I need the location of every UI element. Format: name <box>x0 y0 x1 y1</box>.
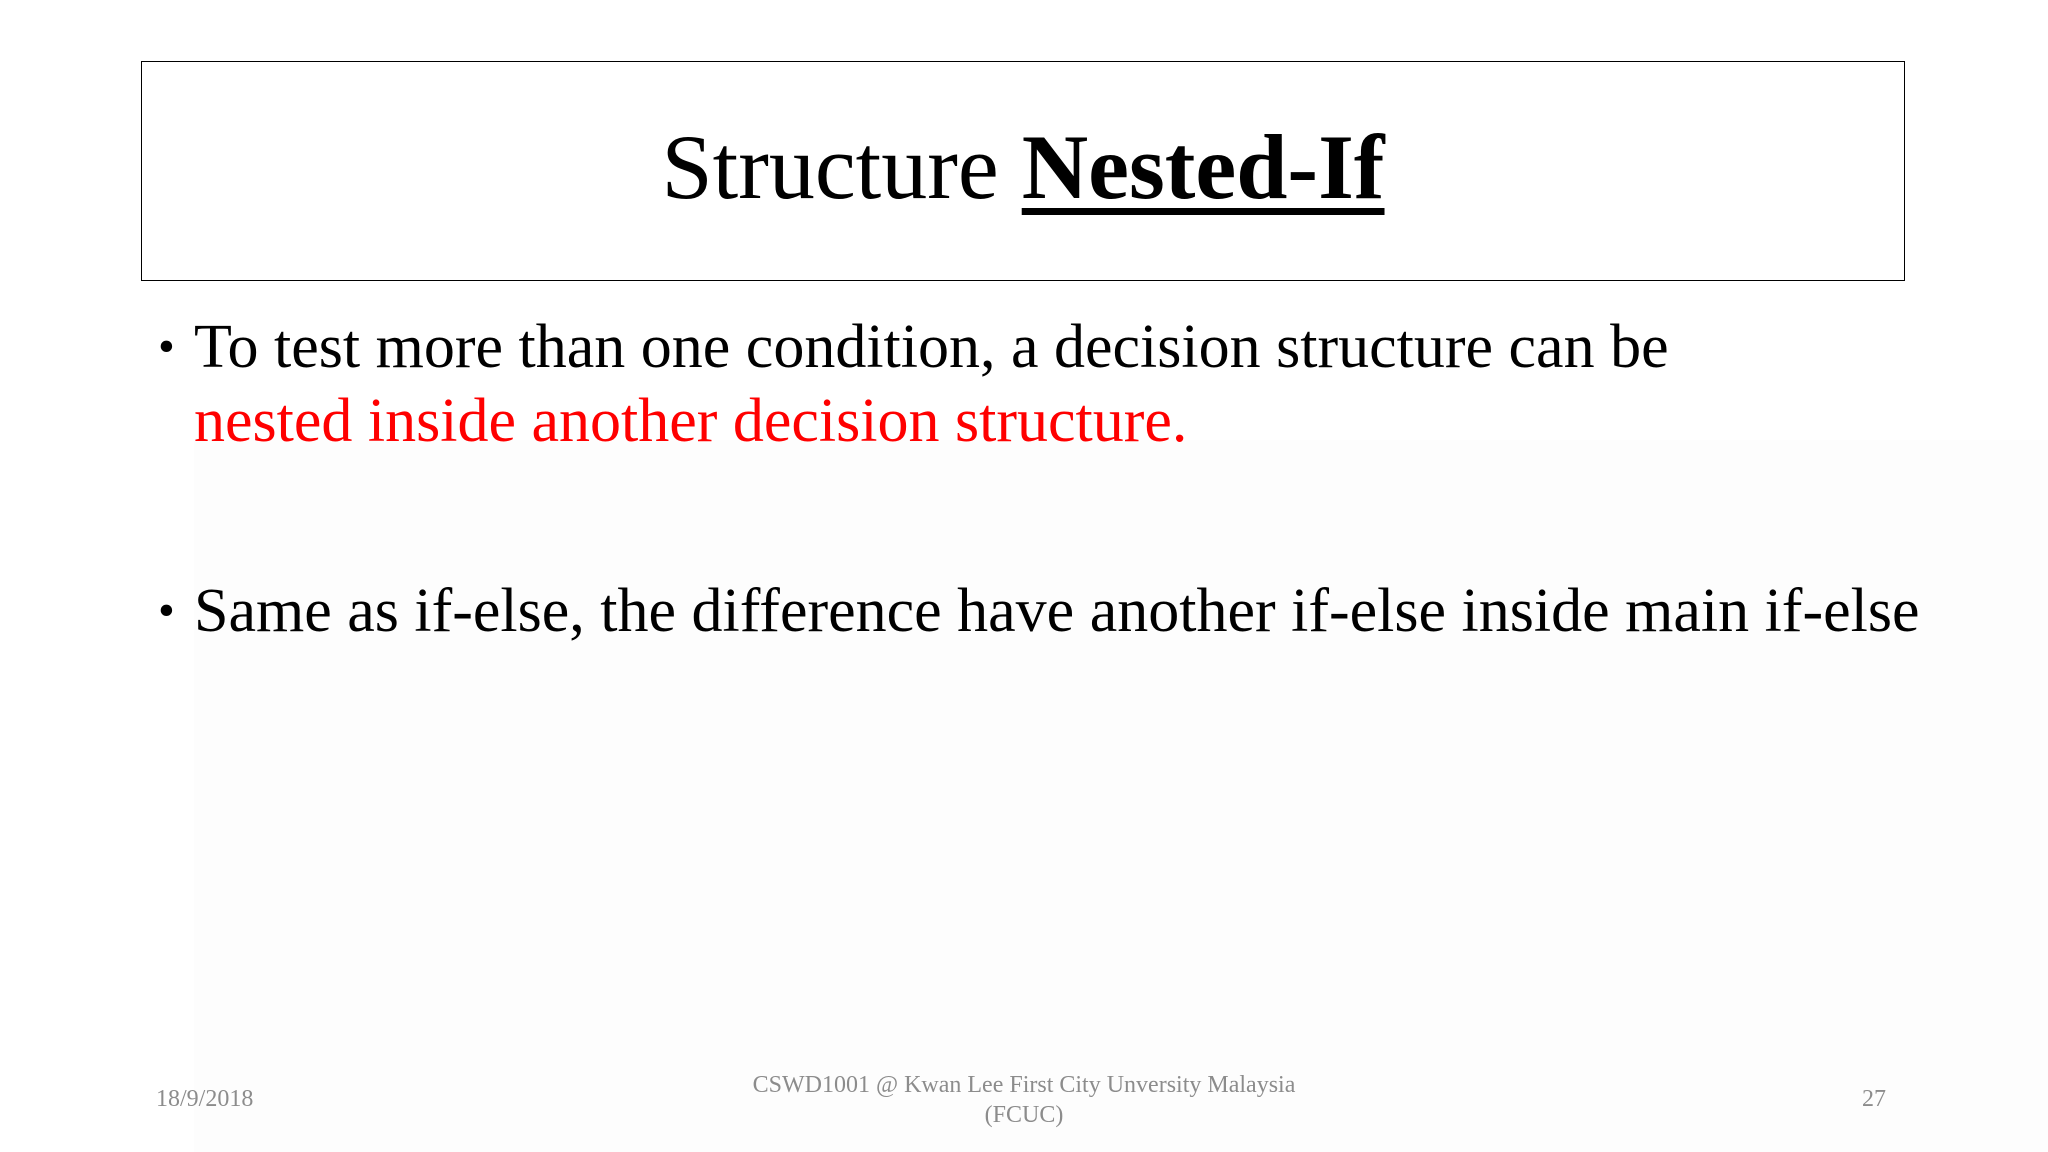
bullet-item <box>150 574 1950 648</box>
slide-title <box>661 116 1385 218</box>
page-number: 27 <box>1862 1086 1886 1112</box>
footer-course-info <box>724 1070 1324 1130</box>
bullet-list <box>150 310 1950 764</box>
title-plain: Structure <box>661 116 1022 218</box>
bullet-text: To test more than one condition, a decision structure can be <box>194 313 1669 381</box>
footer-course-line1: CSWD1001 @ Kwan Lee First City Unversity Malaysia <box>752 1072 1296 1098</box>
bullet-item <box>150 310 1950 458</box>
title-box <box>141 61 1905 281</box>
title-emphasis: Nested-If <box>1021 116 1385 218</box>
bullet-highlight-text: nested inside another decision structure. <box>194 387 1188 455</box>
footer-course-line2: (FCUC) <box>984 1102 1064 1128</box>
bullet-icon: • <box>158 584 175 637</box>
bullet-icon: • <box>158 320 175 373</box>
bullet-text: Same as if-else, the difference have another if-else inside main if-else <box>194 577 1920 645</box>
footer-date: 18/9/2018 <box>156 1086 254 1112</box>
